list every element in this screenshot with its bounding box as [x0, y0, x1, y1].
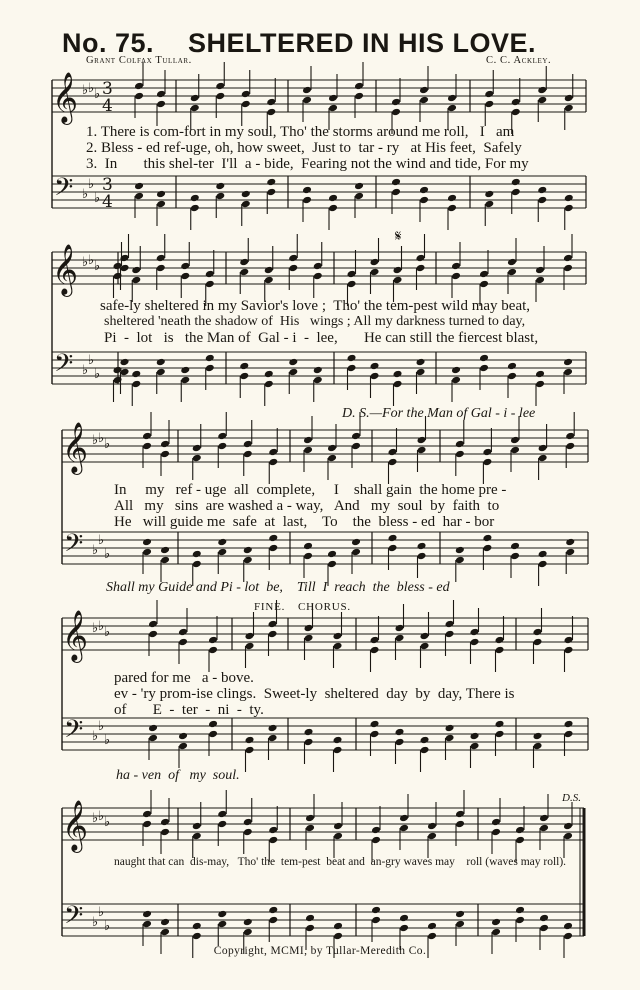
system1-bass-notes — [484, 190, 494, 199]
flat-sign: ♭ — [98, 809, 105, 824]
verse1-line2: safe-ly sheltered in my Savior's love ; Tho' the tem-pest wild may beat, — [100, 298, 531, 314]
bass-clef: 𝄢 — [64, 529, 84, 564]
system2-bass-notes — [131, 370, 141, 379]
flat-sign: ♭ — [88, 177, 95, 192]
system1-bass-notes — [134, 182, 144, 191]
bass-clef: 𝄢 — [64, 901, 84, 936]
chorus-label: CHORUS. — [298, 601, 351, 613]
flat-sign: ♭ — [98, 905, 105, 920]
verse1-line4: pared for me a - bove. — [114, 670, 254, 686]
flat-sign: ♭ — [98, 533, 105, 548]
system1-bass-notes — [190, 194, 200, 203]
treble-clef: 𝄞 — [62, 422, 89, 473]
system4-bass-notes — [245, 736, 255, 745]
flat-sign: ♭ — [82, 187, 89, 202]
time-signature: 4 — [102, 192, 113, 212]
bass-clef: 𝄢 — [54, 173, 74, 208]
bass-clef: 𝄢 — [64, 715, 84, 750]
verse3-line1: 3. In this shel-ter I'll a - bide, Fearing not the wind and tide, For my — [86, 156, 529, 172]
system5-bass-notes — [491, 918, 501, 927]
flat-sign: ♭ — [104, 733, 111, 748]
flat-sign: ♭ — [94, 367, 101, 382]
system4-bass-notes — [533, 732, 543, 741]
system4-bass-notes — [370, 720, 380, 729]
flat-sign: ♭ — [88, 353, 95, 368]
bass-clef: 𝄢 — [54, 349, 74, 384]
copyright-notice: Copyright, MCMI, by Tullar-Meredith Co. — [213, 945, 427, 957]
system5-bass-notes — [192, 922, 202, 931]
verse2-line1: 2. Bless - ed ref-uge, oh, how sweet, Just to tar - ry at His feet, Safely — [86, 140, 522, 156]
verse2-line3: All my sins are washed a - way, And my soul by faith to — [114, 498, 500, 514]
fine-mark: FINE. — [254, 601, 286, 613]
ds-line-3: ha - ven of my soul. — [116, 768, 240, 783]
flat-sign: ♭ — [92, 915, 99, 930]
flat-sign: ♭ — [92, 621, 99, 636]
treble-clef: 𝄞 — [52, 244, 79, 295]
flat-sign: ♭ — [92, 543, 99, 558]
system4-bass-notes — [304, 728, 314, 737]
flat-sign: ♭ — [82, 363, 89, 378]
verse2-line2: sheltered 'neath the shadow of His wings ; All my darkness turned to day, — [104, 314, 526, 329]
treble-clef: 𝄞 — [52, 72, 79, 123]
flat-sign: ♭ — [98, 431, 105, 446]
chorus-line: naught that can dis-may, Tho' the tem-pest beat and an-gry waves may roll (waves may roll). — [114, 856, 567, 868]
ds-line-2: Shall my Guide and Pi - lot be, Till I reach the bless - ed — [106, 580, 450, 595]
flat-sign: ♭ — [104, 815, 111, 830]
flat-sign: ♭ — [98, 619, 105, 634]
flat-sign: ♭ — [92, 811, 99, 826]
treble-clef: 𝄞 — [62, 800, 89, 851]
system3-bass-notes — [388, 534, 398, 543]
flat-sign: ♭ — [104, 919, 111, 934]
system3-bass-notes — [192, 550, 202, 559]
ds-line-1: D. S.—For the Man of Gal - i - lee — [342, 406, 536, 421]
time-signature: 4 — [102, 96, 113, 116]
flat-sign: ♭ — [82, 83, 89, 98]
flat-sign: ♭ — [104, 547, 111, 562]
treble-clef: 𝄞 — [62, 610, 89, 661]
system4-bass-notes — [148, 724, 158, 733]
composer-credit: Grant Colfax Tullar. — [86, 55, 192, 66]
verse2-line4: ev - 'ry prom-ise clings. Sweet-ly sheltered day by day, There is — [114, 686, 515, 702]
hymn-number: No. 75. — [62, 28, 155, 58]
segno-sign: 𝄋 — [395, 229, 402, 245]
flat-sign: ♭ — [104, 437, 111, 452]
system5-bass-notes — [142, 910, 152, 919]
verse3-line3: He will guide me safe at last, To the bless - ed har - bor — [114, 514, 495, 530]
system1-bass-notes — [302, 186, 312, 195]
flat-sign: ♭ — [92, 729, 99, 744]
time-signature: 3 — [102, 79, 113, 99]
hymn-title: SHELTERED IN HIS LOVE. — [188, 28, 537, 58]
system2-bass-notes — [120, 358, 130, 367]
verse3-line2: Pi - lot is the Man of Gal - i - lee, He can still the fiercest blast, — [104, 330, 539, 346]
flat-sign: ♭ — [82, 255, 89, 270]
system3-bass-notes — [455, 546, 465, 555]
flat-sign: ♭ — [104, 625, 111, 640]
system5-bass-notes — [305, 914, 315, 923]
flat-sign: ♭ — [94, 191, 101, 206]
system2-bass-notes — [347, 354, 357, 363]
verse3-line4: of E - ter - ni - ty. — [114, 702, 264, 718]
flat-sign: ♭ — [94, 259, 101, 274]
system3-bass-notes — [303, 542, 313, 551]
author-credit: C. C. Ackley. — [486, 55, 552, 66]
system2-bass-notes — [239, 362, 249, 371]
system5-bass-notes — [371, 906, 381, 915]
ds-mark: D.S. — [562, 792, 581, 804]
system3-bass-notes — [142, 538, 152, 547]
system2-bass-notes — [451, 366, 461, 375]
flat-sign: ♭ — [92, 433, 99, 448]
system1-bass-notes — [391, 178, 401, 187]
verse1-line3: In my ref - uge all complete, I shall gain the home pre - — [114, 482, 507, 498]
flat-sign: ♭ — [88, 81, 95, 96]
flat-sign: ♭ — [94, 87, 101, 102]
flat-sign: ♭ — [88, 253, 95, 268]
verse1-line1: 1. There is com-fort in my soul, Tho' the storms around me roll, I am — [86, 124, 515, 140]
flat-sign: ♭ — [98, 719, 105, 734]
time-signature: 3 — [102, 175, 113, 195]
